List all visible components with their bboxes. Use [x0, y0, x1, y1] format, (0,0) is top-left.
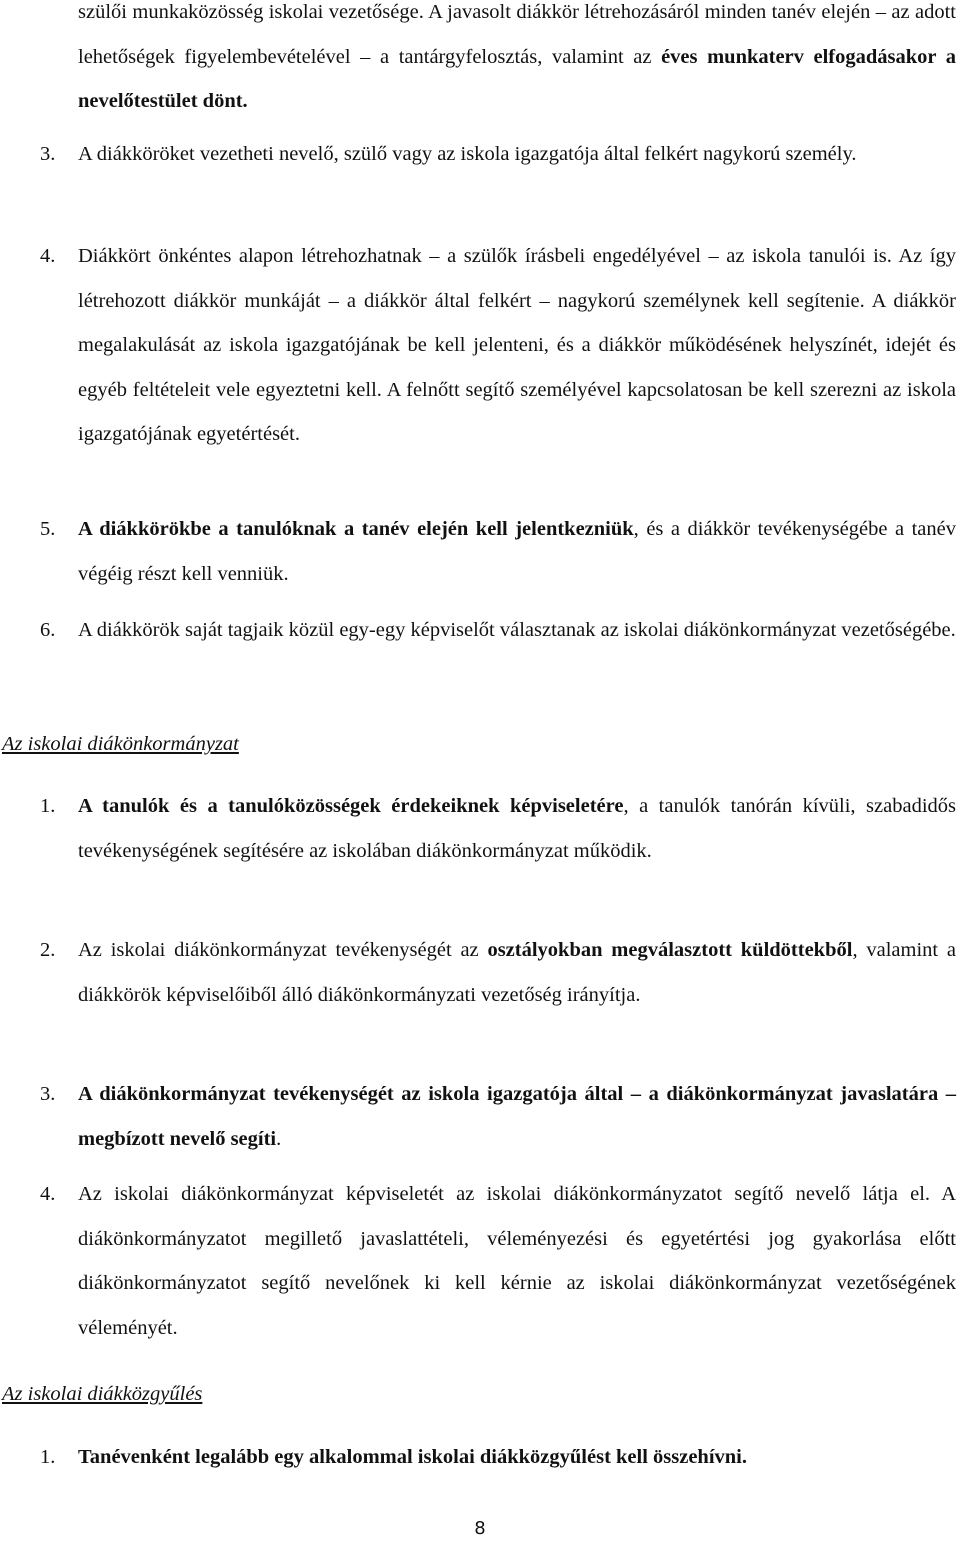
list-item-bold-text: A tanulók és a tanulóközösségek érdekeiknek képviseletére — [78, 795, 624, 817]
list-item-text: Az iskolai diákönkormányzat tevékenységét az — [78, 939, 488, 961]
list-item-number: 1. — [40, 1446, 56, 1468]
list-item-text: . — [276, 1127, 282, 1150]
section-heading: Az iskolai diákönkormányzat — [2, 733, 239, 755]
list-item-bold-text: osztályokban megválasztott küldöttekből — [487, 939, 853, 961]
intro-paragraph — [78, 0, 956, 124]
page-number: 8 — [474, 1518, 486, 1539]
list-item — [78, 507, 956, 596]
list-item — [78, 1172, 956, 1350]
intro-text: szülői munkaközösség iskolai vezetősége. A javasolt diákkör létrehozásáról minden tanév elején – az adott lehetőségek figyelembevételével – a tantárgyfelosztás, valamint az — [78, 1, 956, 68]
list-item-bold-text: A diákönkormányzat tevékenységét az iskola igazgatója által – a diákönkormányzat javaslatára –megbízott nevelő segíti — [78, 1083, 956, 1150]
intro-bold-text: éves munkaterv elfogadásakor a nevelőtestület dönt. — [78, 45, 956, 112]
list-item — [78, 928, 956, 1017]
list-item-number: 3. — [40, 143, 56, 165]
list-item — [78, 234, 956, 457]
list-item-number: 6. — [40, 619, 56, 641]
list-item-bold-text: A diákkörökbe a tanulóknak a tanév elején kell jelentkezniük — [78, 518, 634, 540]
list-item — [78, 608, 956, 653]
list-item-number: 4. — [40, 245, 56, 267]
list-item-text: , a tanulók tanórán kívüli, szabadidős tevékenységének segítésére az iskolában diákönkormányzat működik. — [78, 795, 956, 862]
list-item-bold-text: Tanévenként legalább egy alkalommal iskolai diákközgyűlést kell összehívni. — [78, 1446, 748, 1468]
list-item-number: 4. — [40, 1183, 56, 1205]
list-item — [78, 1072, 956, 1161]
list-item — [78, 1435, 956, 1480]
list-item-number: 1. — [40, 795, 56, 817]
list-item-number: 5. — [40, 518, 56, 540]
list-item — [78, 784, 956, 873]
list-item-text: A diákkörök saját tagjaik közül egy-egy képviselőt választanak az iskolai diákönkormányzat vezetőségébe. — [78, 619, 956, 641]
list-item-number: 3. — [40, 1083, 56, 1105]
list-item-text: Diákkört önkéntes alapon létrehozhatnak – a szülők írásbeli engedélyével – az iskola tanulói is. Az így létrehozott diákkör munkáját – a diákkör által felkért – nagykorú személynek kell segítenie. A diákkör megalakulását az iskola igazgatójának be kell jelenteni, és a diákkör működésének helyszínét, idejét és egyéb feltételeit vele egyeztetni kell. A felnőtt segítő személyével kapcsolatosan be kell szerezni az iskola igazgatójának egyetértését. — [78, 245, 956, 445]
list-item-text: A diákköröket vezetheti nevelő, szülő vagy az iskola igazgatója által felkért nagykorú személy. — [78, 143, 857, 165]
list-item-text: , és a diákkör tevékenységébe a tanév végéig részt kell venniük. — [78, 518, 956, 585]
section-heading: Az iskolai diákközgyűlés — [2, 1383, 203, 1405]
list-item-text: Az iskolai diákönkormányzat képviseletét az iskolai diákönkormányzatot segítő nevelő látja el. A diákönkormányzatot megillető javaslattételi, véleményezési és egyetértési jog gyakorlása előtt diákönkormányzatot segítő nevelőnek ki kell kérnie az iskolai diákönkormányzat vezetőségének véleményét. — [78, 1183, 956, 1339]
list-item-text: , valamint a diákkörök képviselőiből álló diákönkormányzati vezetőség irányítja. — [78, 939, 956, 1006]
list-item-number: 2. — [40, 939, 56, 961]
list-item — [78, 132, 956, 177]
